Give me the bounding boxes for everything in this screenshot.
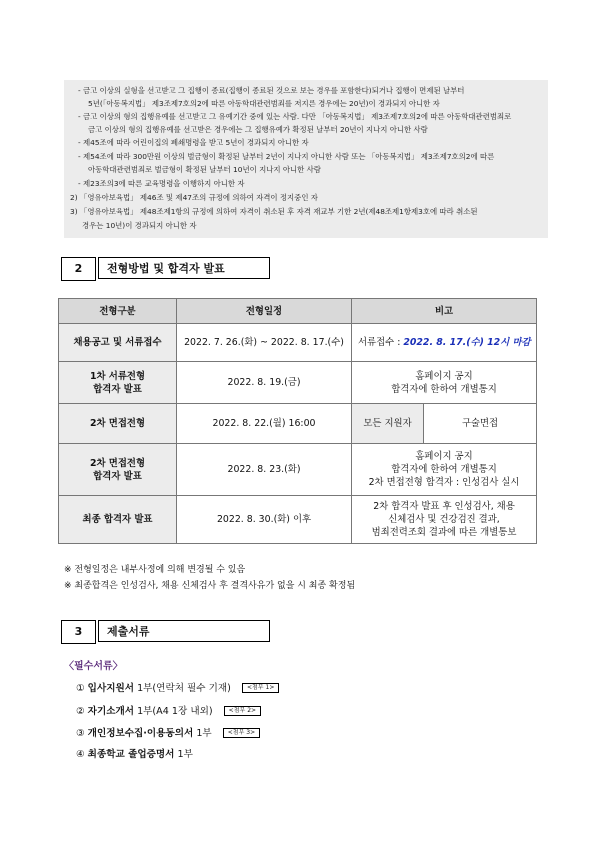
- disq-line: 아동학대관련범죄로 벌금형이 확정된 날부터 10년이 지나지 아니한 사람: [88, 165, 321, 174]
- remarks-line: 합격자에 한하여 개별통지: [391, 383, 497, 395]
- item-name: 자기소개서: [87, 706, 135, 717]
- item-desc: 1부(연락처 필수 기재): [134, 683, 231, 694]
- disq-line: 3) 「영유아보육법」 제48조제1항의 규정에 의하여 자격이 취소된 후 자격 재교부 기한 2년(제48조제1항제3호에 따라 취소된: [70, 207, 478, 216]
- disq-line: - 제23조의3에 따른 교육명령을 이행하지 아니한 자: [78, 179, 245, 188]
- row-category: 최종 합격자 발표: [59, 496, 177, 544]
- disq-line: 경우는 10년)이 경과되지 아니한 자: [82, 221, 197, 230]
- header-remarks: 비고: [352, 299, 537, 324]
- row-remarks: [352, 496, 537, 544]
- table-header-row: [59, 299, 537, 324]
- category-line: 합격자 발표: [93, 470, 142, 482]
- row-date: 2022. 8. 23.(화): [177, 444, 352, 496]
- note-final-pass: ※ 최종합격은 인성검사, 채용 신체검사 후 결격사유가 없을 시 최종 확정됨: [64, 581, 356, 591]
- deadline-highlight: 2022. 8. 17.(수) 12시 마감: [403, 337, 531, 348]
- required-item: [76, 680, 279, 694]
- row-date: 2022. 8. 30.(화) 이후: [177, 496, 352, 544]
- required-item: [76, 746, 193, 760]
- required-item: [76, 703, 261, 717]
- disq-line: - 제54조에 따라 300만원 이상의 벌금형이 확정된 날부터 2년이 지나지 아니한 사람 또는 「아동복지법」 제3조제7호의2에 따른: [78, 152, 495, 161]
- remarks-line: 홈페이지 공지: [415, 451, 473, 462]
- table-row: [59, 324, 537, 362]
- attachment-tag: <첨부 2>: [224, 706, 261, 716]
- disq-line: - 금고 이상의 실형을 선고받고 그 집행이 종료(집행이 종료된 것으로 보는 경우를 포함한다)되거나 집행이 면제된 날부터: [78, 86, 465, 95]
- table-row: [59, 362, 537, 404]
- disqualification-box: [64, 80, 548, 238]
- required-docs-heading: 〈필수서류〉: [64, 661, 123, 672]
- attachment-tag: <첨부 1>: [242, 683, 279, 693]
- section-2-title: 전형방법 및 합격자 발표: [98, 257, 270, 279]
- item-desc: 1부: [174, 749, 193, 760]
- row-category: 2차 면접전형: [59, 404, 177, 444]
- item-number: ②: [76, 706, 85, 717]
- row-remarks: [352, 444, 537, 496]
- schedule-table: [58, 298, 537, 544]
- attachment-tag: <첨부 3>: [223, 728, 260, 738]
- remarks-line: 신체검사 및 건강검진 결과,: [388, 514, 500, 525]
- disq-line: 5년(「아동복지법」 제3조제7호의2에 따른 아동학대관련범죄를 저지른 경우에는 20년)이 경과되지 아니한 자: [88, 99, 440, 108]
- section-3-title: 제출서류: [98, 620, 270, 642]
- header-category: 전형구분: [59, 299, 177, 324]
- section-2-number: 2: [61, 257, 96, 281]
- remarks-line: 홈페이지 공지: [415, 370, 473, 382]
- disq-line: 2) 「영유아보육법」 제46조 및 제47조의 규정에 의하여 자격이 정지중인 자: [70, 193, 318, 202]
- item-desc: 1부(A4 1장 내외): [134, 706, 213, 717]
- remarks-line: 2차 합격자 발표 후 인성검사, 채용: [373, 501, 515, 512]
- remarks-line: 합격자에 한하여 개별통지: [391, 464, 497, 475]
- item-name: 개인정보수집·이용동의서: [87, 728, 194, 739]
- category-line: 합격자 발표: [93, 383, 142, 395]
- section-3-number: 3: [61, 620, 96, 644]
- disq-line: - 제45조에 따라 어린이집의 폐쇄명령을 받고 5년이 경과되지 아니한 자: [78, 138, 309, 147]
- item-number: ③: [76, 728, 85, 739]
- required-item: [76, 725, 260, 739]
- item-name: 입사지원서: [87, 683, 135, 694]
- row-category: 채용공고 및 서류접수: [59, 324, 177, 362]
- row-category: [59, 444, 177, 496]
- row-category: [59, 362, 177, 404]
- row-remarks: [352, 324, 537, 362]
- disq-line: 금고 이상의 형의 집행유예를 선고받은 경우에는 그 집행유예가 확정된 날부터 20년이 지나지 아니한 사람: [88, 125, 428, 134]
- table-row: [59, 496, 537, 544]
- category-line: 2차 면접전형: [89, 457, 146, 469]
- row-date: 2022. 7. 26.(화) ~ 2022. 8. 17.(수): [177, 324, 352, 362]
- row-date: 2022. 8. 22.(월) 16:00: [177, 404, 352, 444]
- table-row: [59, 404, 537, 444]
- remarks-line: 범죄전력조회 결과에 따른 개별통보: [371, 527, 517, 538]
- row-remarks-target: 모든 지원자: [352, 404, 424, 444]
- disq-line: - 금고 이상의 형의 집행유예를 선고받고 그 유예기간 중에 있는 사람. 다만 「아동복지법」 제3조제7호의2에 따른 아동학대관련범죄로: [78, 112, 512, 121]
- row-remarks-method: 구술면접: [424, 404, 537, 444]
- item-name: 최종학교 졸업증명서: [87, 749, 175, 760]
- item-number: ④: [76, 749, 85, 760]
- note-schedule-change: ※ 전형일정은 내부사정에 의해 변경될 수 있음: [64, 565, 246, 575]
- header-schedule: 전형일정: [177, 299, 352, 324]
- item-number: ①: [76, 683, 85, 694]
- category-line: 1차 서류전형: [89, 370, 146, 382]
- remarks-line: 2차 면접전형 합격자 : 인성검사 실시: [368, 477, 520, 488]
- row-date: 2022. 8. 19.(금): [177, 362, 352, 404]
- item-desc: 1부: [193, 728, 212, 739]
- table-row: [59, 444, 537, 496]
- remarks-label: 서류접수 :: [358, 337, 404, 348]
- row-remarks: [352, 362, 537, 404]
